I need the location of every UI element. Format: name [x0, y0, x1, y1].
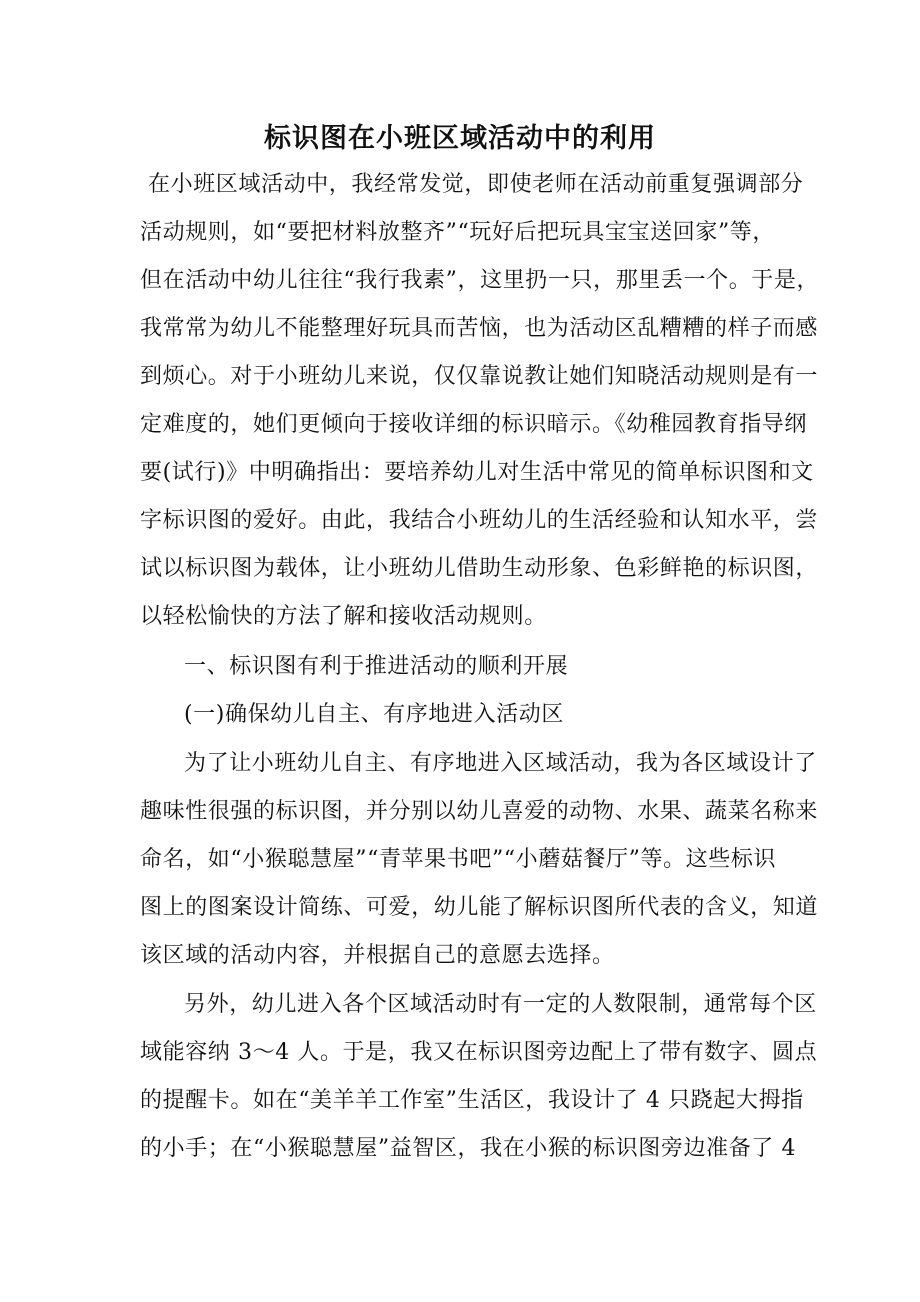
document-title: 标识图在小班区域活动中的利用	[264, 123, 656, 154]
paragraph-line: 要(试行)》中明确指出：要培养幼儿对生活中常见的简单标识图和文	[140, 460, 814, 485]
paragraph-line: 的小手；在“小猴聪慧屋”益智区，我在小猴的标识图旁边准备了 4	[140, 1136, 797, 1161]
paragraph-line: 域能容纳 3～4 人。于是，我又在标识图旁边配上了带有数字、圆点	[140, 1040, 818, 1065]
paragraph-line: 以轻松愉快的方法了解和接收活动规则。	[140, 604, 547, 629]
paragraph-line: 图上的图案设计简练、可爱，幼儿能了解标识图所代表的含义，知道	[140, 895, 819, 920]
paragraph-line: 另外，幼儿进入各个区域活动时有一定的人数限制，通常每个区	[184, 992, 817, 1017]
subsection-heading: (一)确保幼儿自主、有序地进入活动区	[184, 702, 564, 727]
paragraph-line: 字标识图的爱好。由此，我结合小班幼儿的生活经验和认知水平，尝	[140, 508, 819, 533]
paragraph-line: 但在活动中幼儿往往“我行我素”，这里扔一只，那里丢一个。于是，	[140, 268, 820, 293]
paragraph-line: 到烦心。对于小班幼儿来说，仅仅靠说教让她们知晓活动规则是有一	[140, 364, 819, 389]
paragraph-line: 该区域的活动内容，并根据自己的意愿去选择。	[140, 943, 615, 968]
paragraph-line: 为了让小班幼儿自主、有序地进入区域活动，我为各区域设计了	[184, 751, 817, 776]
paragraph-line: 活动规则，如“要把材料放整齐”“玩好后把玩具宝宝送回家”等，	[140, 220, 775, 245]
paragraph-line: 的提醒卡。如在“美羊羊工作室”生活区，我设计了 4 只跷起大拇指	[140, 1088, 804, 1113]
paragraph-line: 我常常为幼儿不能整理好玩具而苦恼，也为活动区乱糟糟的样子而感	[140, 316, 819, 341]
paragraph-line: 在小班区域活动中，我经常发觉，即使老师在活动前重复强调部分	[148, 172, 804, 197]
paragraph-line: 命名，如“小猴聪慧屋”“青苹果书吧”“小蘑菇餐厅”等。这些标识	[140, 847, 777, 872]
paragraph-line: 定难度的，她们更倾向于接收详细的标识暗示。《幼稚园教育指导纲	[140, 412, 808, 437]
paragraph-line: 趣味性很强的标识图，并分别以幼儿喜爱的动物、水果、蔬菜名称来	[140, 799, 819, 824]
section-heading: 一、标识图有利于推进活动的顺利开展	[184, 654, 569, 679]
paragraph-line: 试以标识图为载体，让小班幼儿借助生动形象、色彩鲜艳的标识图，	[140, 556, 819, 581]
